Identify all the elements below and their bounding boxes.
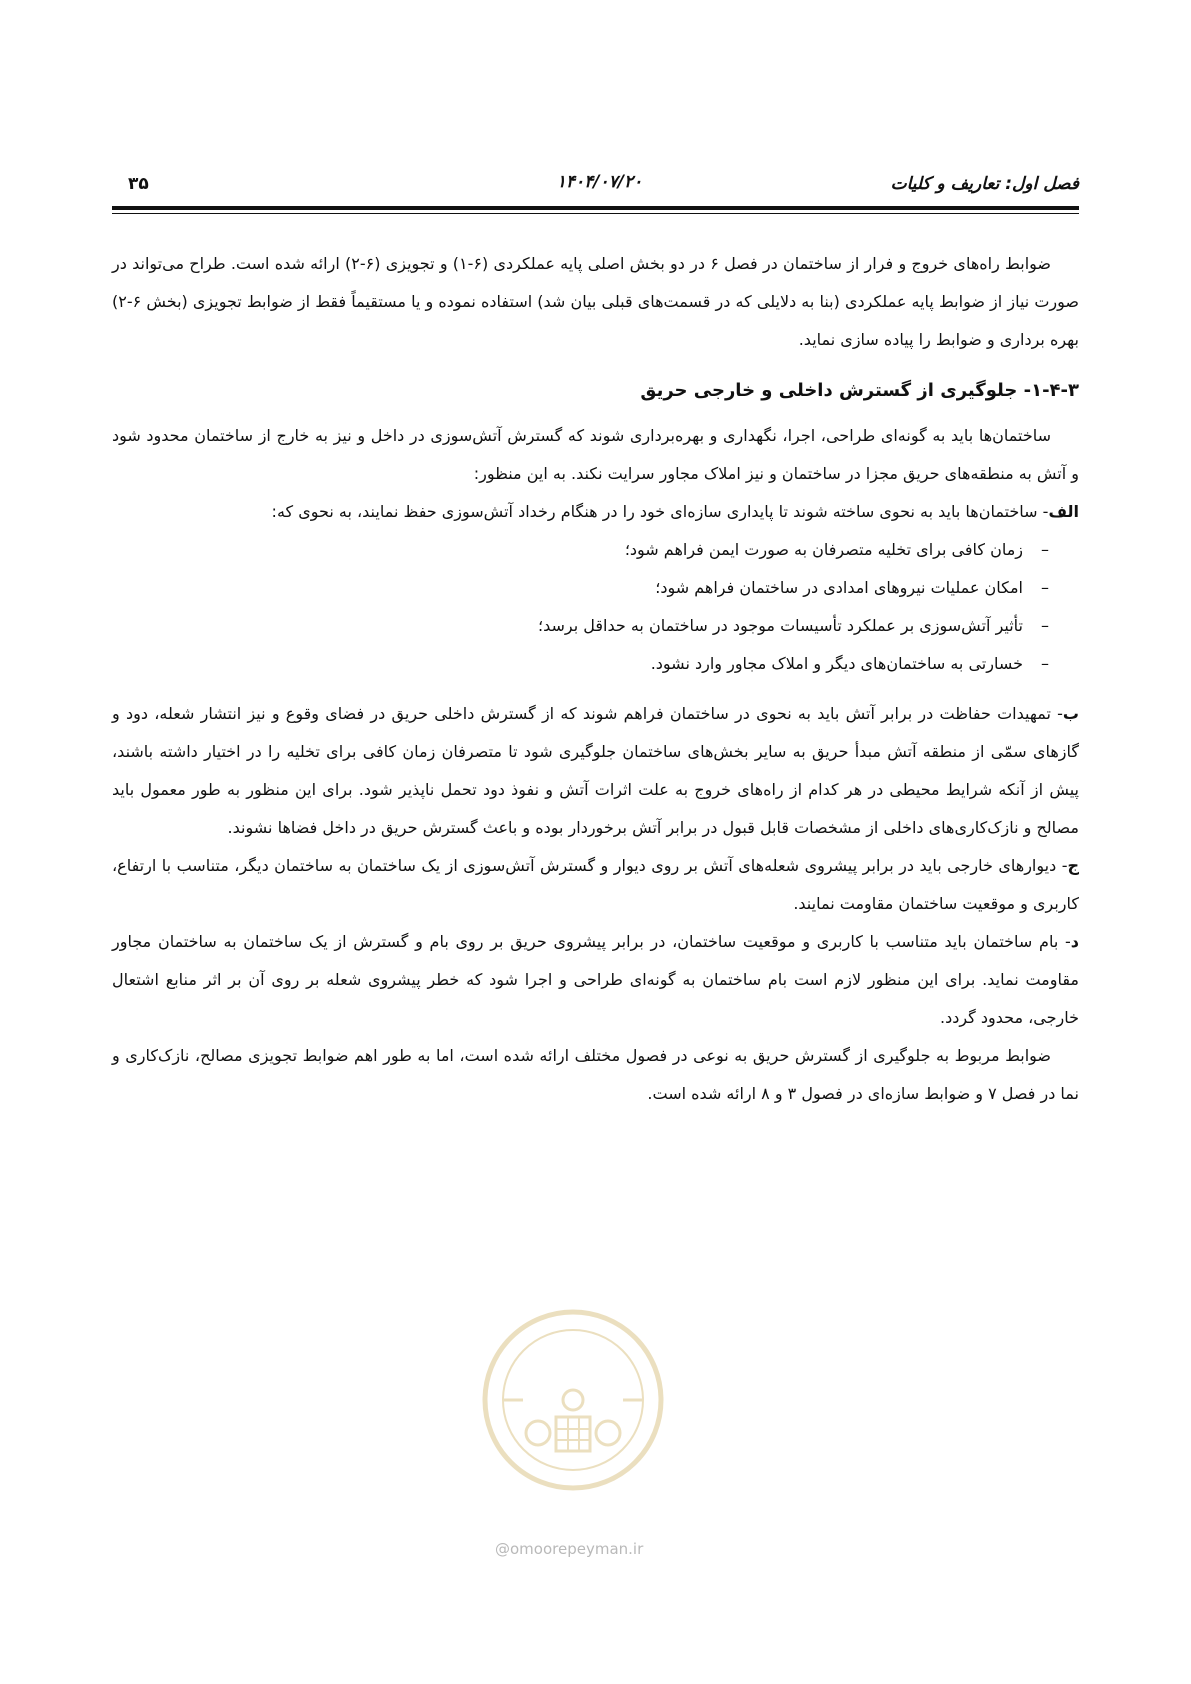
requirements-list (112, 531, 1079, 683)
list-item: – تأثیر آتش‌سوزی بر عملکرد تأسیسات موجود در ساختمان به حداقل برسد؛ (112, 607, 1049, 645)
section-number: ۱-۴-۳- (1023, 380, 1079, 401)
closing-paragraph: ضوابط مربوط به جلوگیری از گسترش حریق به نوعی در فصول مختلف ارائه شده است، اما به طور اهم ضوابط تجویزی مصالح، نازک‌کاری و نما در فصل ۷ و ضوابط سازه‌ای در فصول ۳ و ۸ ارائه شده است. (112, 1046, 1079, 1103)
section-paragraph: ساختمان‌ها باید به گونه‌ای طراحی، اجرا، نگهداری و بهره‌برداری شوند که گسترش آتش‌سوزی در داخل و نیز به خارج از ساختمان محدود شود و آتش به منطقه‌های حریق مجزا در ساختمان و نیز املاک مجاور سرایت نکند. به این منظور: (112, 426, 1079, 483)
header-date: ۱۴۰۴/۰۷/۲۰ (556, 172, 643, 192)
page-number: ۳۵ (128, 174, 149, 194)
item-be-text: - تمهیدات حفاظت در برابر آتش باید به نحوی در ساختمان فراهم شوند که از گسترش داخلی حریق در فضای وقوع و نیز انتشار شعله، دود و گازهای سمّی از منطقه آتش مبدأ حریق به سایر بخش‌های ساختمان جلوگیری شود تا متصرفان زمان کافی برای تخلیه را در اختیار داشته باشند، پیش از آنکه شرایط محیطی در هر کدام از راه‌های خروج به علت اثرات آتش و نفوذ دود تحمل ناپذیر شود. برای این منظور به طور معمول باید مصالح و نازک‌کاری‌های داخلی از مشخصات قابل قبول در برابر آتش برخوردار بوده و باعث گسترش حریق در داخل فضاها نشوند. (112, 704, 1079, 837)
section-title: جلوگیری از گسترش داخلی و خارجی حریق (640, 380, 1018, 401)
item-dal-text: - بام ساختمان باید متناسب با کاربری و موقعیت ساختمان، در برابر پیشروی حریق بر روی بام و گسترش از یک ساختمان به ساختمان مجاور مقاومت نماید. برای این منظور لازم است بام ساختمان به گونه‌ای طراحی و اجرا شود که خطر پیشروی شعله بر روی آن بر اثر منابع اشتعال خارجی، محدود گردد. (112, 932, 1079, 1027)
list-item: – خسارتی به ساختمان‌های دیگر و املاک مجاور وارد نشود. (112, 645, 1049, 683)
item-alef (112, 493, 1079, 531)
header-rule-thick (112, 206, 1079, 210)
page-header (120, 172, 1079, 202)
watermark-url: @omoorepeyman.ir (495, 1540, 644, 1558)
item-jim-label: ج (1067, 856, 1079, 875)
item-jim-text: - دیوارهای خارجی باید در برابر پیشروی شعله‌های آتش بر روی دیوار و گسترش آتش‌سوزی از یک ساختمان به ساختمان دیگر، متناسب با ارتفاع، کاربری و موقعیت ساختمان مقاومت نمایند. (112, 856, 1079, 913)
page-body (112, 245, 1079, 1113)
item-dal-label: د (1070, 932, 1079, 951)
intro-paragraph: ضوابط راه‌های خروج و فرار از ساختمان در فصل ۶ در دو بخش اصلی پایه عملکردی (۶-۱) و تجویزی (۶-۲) ارائه شده است. طراح می‌تواند در صورت نیاز از ضوابط پایه عملکردی (بنا به دلایلی که در قسمت‌های قبلی بیان شد) استفاده نموده و یا مستقیماً فقط از ضوابط تجویزی (بخش ۶-۲) بهره برداری و ضوابط را پیاده سازی نماید. (112, 254, 1079, 349)
item-jim (112, 847, 1079, 923)
item-be-label: ب (1062, 704, 1079, 723)
item-alef-label: الف (1048, 502, 1079, 521)
list-item: – زمان کافی برای تخلیه متصرفان به صورت ایمن فراهم شود؛ (112, 531, 1049, 569)
item-dal (112, 923, 1079, 1037)
item-alef-text: - ساختمان‌ها باید به نحوی ساخته شوند تا پایداری سازه‌ای خود را در هنگام رخداد آتش‌سوزی حفظ نمایند، به نحوی که: (271, 502, 1049, 521)
list-item: – امکان عملیات نیروهای امدادی در ساختمان فراهم شود؛ (112, 569, 1049, 607)
item-be (112, 695, 1079, 847)
section-heading (112, 373, 1079, 409)
watermark-seal-icon (478, 1305, 668, 1495)
chapter-title: فصل اول: تعاریف و کلیات (890, 174, 1079, 194)
header-rule-thin (112, 213, 1079, 214)
